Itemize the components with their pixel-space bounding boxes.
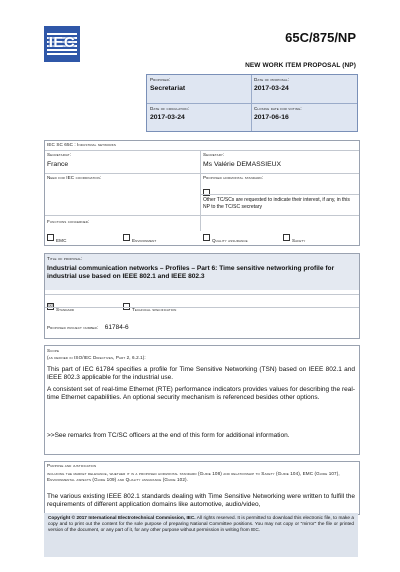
proposer-label: Proposer: [150,77,171,82]
closing-date-label: Closing date for voting: [254,106,302,111]
standard-option[interactable]: ☒Standard [48,303,75,312]
scope-label: Scope [47,348,60,353]
secretariat-label: Secretariat: [47,152,72,157]
date-proposal-label: Date of proposal: [254,77,290,82]
horizontal-note: Other TC/SCs are requested to indicate their interest, if any, in this NP to the TC/SC secretary [203,197,350,210]
iec-logo [44,26,80,62]
coordination-label: Need for IEC coordination: [47,175,102,180]
secretariat-value: France [47,161,69,168]
committee-section [44,140,360,246]
scope-sublabel: (as defined in ISO/IEC Directives, Part 2, 6.2.1): [47,355,146,360]
proposal-section [44,253,360,339]
horizontal-label: Proposed horizontal standard: [203,175,264,180]
metadata-box [146,74,358,132]
scope-section [44,345,360,455]
proposal-title: Industrial communication networks – Profiles – Part 6: Time sensitive networking profile for industrial use based on IEEE 802.1 and IEEE 802.3 [47,265,335,280]
copyright-text: All rights reserved. It is permitted to download this electronic file, to make a copy and to print out the content for the sole purpose of preparing National Committee positions. You may not copy or "mirror" the file or printed version of the document, or any part of it, for any other purpose without permission in writing from IEC. [48,515,354,532]
copyright-notice [44,513,358,557]
purpose-section [44,461,360,515]
date-proposal-value: 2017-03-24 [254,85,289,92]
document-type: NEW WORK ITEM PROPOSAL (NP) [245,62,356,69]
functions-label: Functions concerned: [47,219,90,224]
purpose-text: The various existing IEEE 802.1 standards dealing with Time Sensitive Networking were written to fulfill the requirements of different application domains like automotive, audio/video, [47,493,355,508]
secretary-value: Ms Valérie DEMASSIEUX [203,161,282,168]
function-safety[interactable]: Safety [283,229,305,247]
proposal-title-block [45,254,359,290]
function-emc[interactable]: EMC [47,229,67,247]
scope-paragraph-1: This part of IEC 61784 specifies a profile for Time Sensitive Networking (TSN) based on IEEE 802.1 and IEEE 802.3 applicable for the industrial use. [47,366,355,381]
purpose-label: Purpose and justification [47,463,97,468]
logo-text: IEC [48,34,76,51]
project-number: Proposed project number: 61784-6 [47,324,129,331]
secretary-label: Secretary: [203,152,225,157]
purpose-sublabel: including the market relevance, whether it is a proposed horizontal standard (Guide 108) and relationship to Safety (Guide 104), EMC (Guide 107), Environmental aspects (Guide 109) and Quality assurance (Guide 102). [47,471,340,482]
scope-paragraph-3: >>See remarks from TC/SC officers at the end of this form for additional information. [47,432,290,439]
date-circulation-label: Date of circulation: [150,106,190,111]
standard-checkbox-checked: ☒ [48,303,53,310]
technical-spec-option[interactable]: Technical specification [123,298,176,316]
closing-date-value: 2017-06-16 [254,114,289,121]
copyright-bold: Copyright © 2017 International Electrotechnical Commission, IEC. [48,515,196,520]
scope-paragraph-2: A consistent set of real-time Ethernet (RTE) performance indicators provides values for describing the real-time Ethernet capabilities. An optional security mechanism is referenced besides other options. [47,386,355,401]
document-number: 65C/875/NP [285,30,356,45]
function-quality-assurance[interactable]: Quality assurance [203,229,248,247]
function-environment[interactable]: Environment [123,229,156,247]
date-circulation-value: 2017-03-24 [150,114,185,121]
committee-label: IEC SC 65C : Industrial networks [47,142,116,147]
title-label: Title of proposal: [47,256,83,261]
project-number-value: 61784-6 [104,324,129,331]
proposer-value: Secretariat [150,85,186,92]
